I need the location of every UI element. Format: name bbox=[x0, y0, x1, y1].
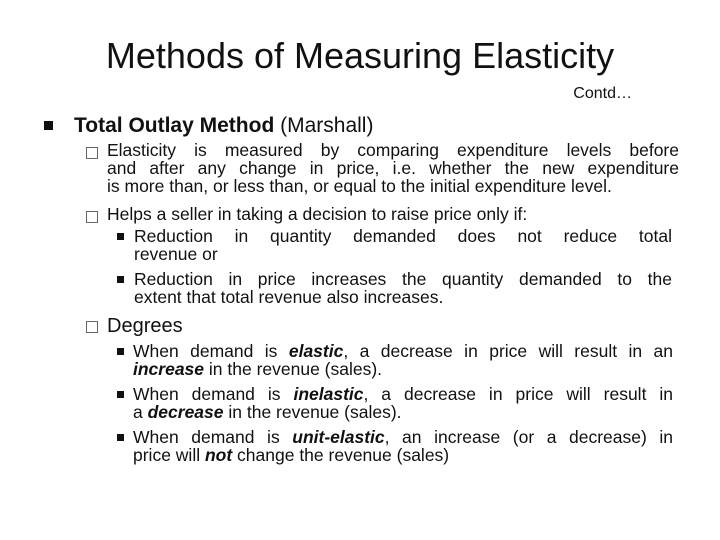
checkbox-bullet-icon bbox=[86, 147, 98, 159]
text-run: When demand is bbox=[133, 427, 293, 447]
degree-1 bbox=[133, 342, 673, 378]
condition-bullet-square bbox=[117, 233, 124, 240]
text-run: a bbox=[133, 402, 148, 422]
main-heading bbox=[74, 113, 373, 139]
degree-3-line bbox=[133, 446, 673, 464]
condition-2-line: Reduction in price increases the quantity demanded to the bbox=[134, 269, 672, 289]
main-bullet-square bbox=[44, 121, 53, 130]
text-run: , an increase (or a decrease) in bbox=[384, 427, 673, 447]
degrees-label: Degrees bbox=[107, 315, 183, 337]
condition-1-line: Reduction in quantity demanded does not reduce total bbox=[134, 226, 672, 246]
degree-1-line bbox=[133, 342, 673, 360]
degree-bullet-square bbox=[117, 434, 124, 441]
contd-label: Contd… bbox=[573, 85, 632, 102]
point-2 bbox=[107, 205, 679, 223]
text-run: in the revenue (sales). bbox=[223, 402, 402, 422]
degree-2-line bbox=[133, 385, 673, 403]
condition-1-line: revenue or bbox=[134, 244, 218, 264]
text-run: , a decrease in price will result in an bbox=[343, 341, 674, 361]
checkbox-bullet-icon bbox=[86, 321, 98, 333]
degree-3 bbox=[133, 428, 673, 464]
emphasis: elastic bbox=[288, 341, 344, 361]
text-run: change the revenue (sales) bbox=[232, 445, 450, 465]
point-1-line: is more than, or less than, or equal to the initial expenditure level. bbox=[107, 176, 612, 196]
condition-2 bbox=[134, 270, 672, 306]
text-run: When demand is bbox=[133, 341, 289, 361]
slide-title: Methods of Measuring Elasticity bbox=[105, 35, 615, 76]
emphasis: decrease bbox=[147, 402, 224, 422]
point-1 bbox=[107, 141, 679, 195]
text-run: When demand is bbox=[133, 384, 294, 404]
condition-1 bbox=[134, 227, 672, 263]
degree-1-line bbox=[133, 360, 673, 378]
emphasis: unit-elastic bbox=[292, 427, 385, 447]
emphasis: inelastic bbox=[293, 384, 364, 404]
condition-2-line: extent that total revenue also increases. bbox=[134, 287, 444, 307]
text-run: price will bbox=[133, 445, 205, 465]
point-1-line: Elasticity is measured by comparing expenditure levels before bbox=[107, 140, 679, 160]
heading-bold: Total Outlay Method bbox=[74, 114, 275, 137]
point-1-line: and after any change in price, i.e. whether the new expenditure bbox=[107, 158, 679, 178]
condition-bullet-square bbox=[117, 276, 124, 283]
degree-2-line bbox=[133, 403, 673, 421]
heading-rest: (Marshall) bbox=[274, 114, 374, 137]
degree-bullet-square bbox=[117, 391, 124, 398]
degree-3-line bbox=[133, 428, 673, 446]
degree-bullet-square bbox=[117, 348, 124, 355]
point-2-line: Helps a seller in taking a decision to raise price only if: bbox=[107, 204, 528, 224]
emphasis: not bbox=[204, 445, 233, 465]
text-run: in the revenue (sales). bbox=[204, 359, 383, 379]
checkbox-bullet-icon bbox=[86, 211, 98, 223]
degree-2 bbox=[133, 385, 673, 421]
text-run: , a decrease in price will result in bbox=[363, 384, 673, 404]
emphasis: increase bbox=[133, 359, 205, 379]
